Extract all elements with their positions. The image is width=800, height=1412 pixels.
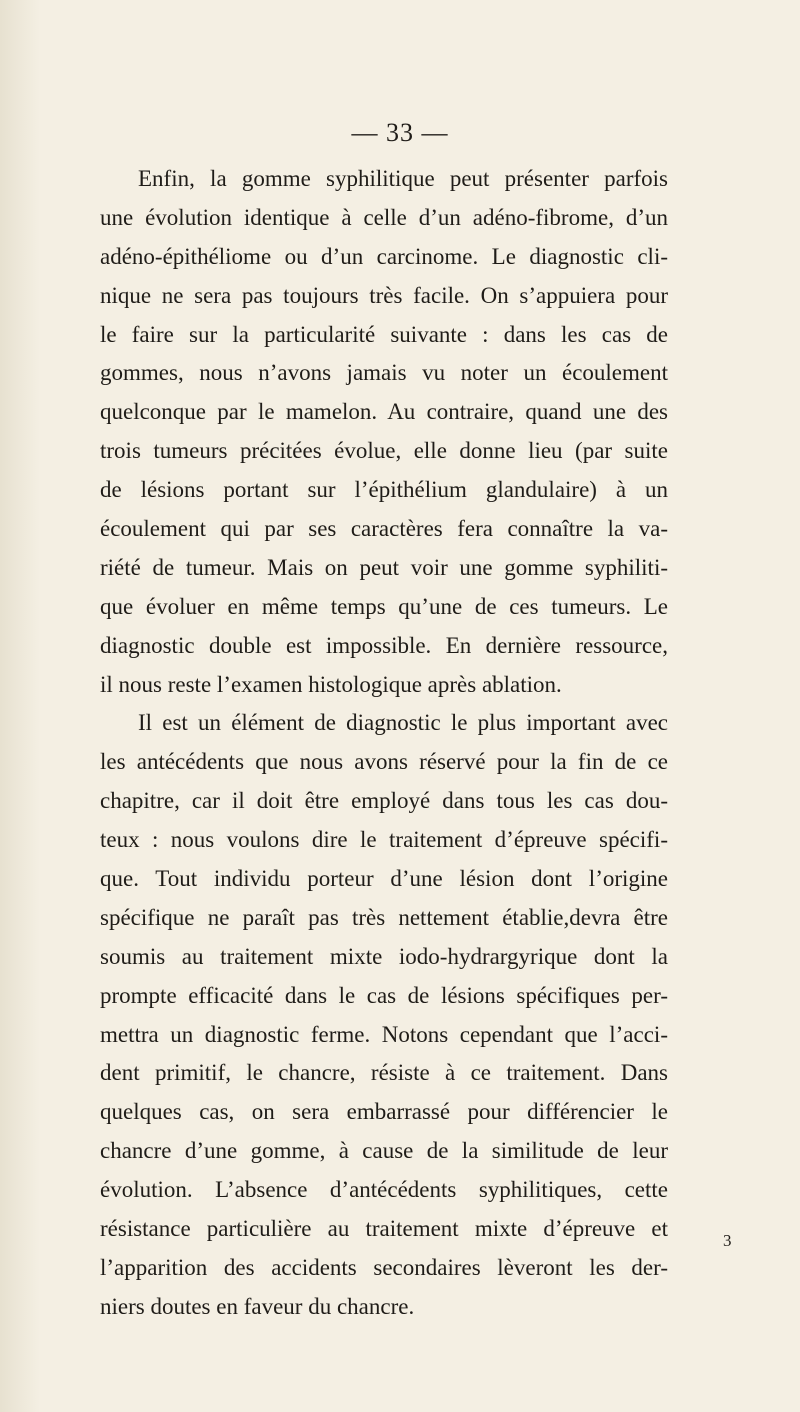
text-line: mettra un diagnostic ferme. Notons cependant que l’acci-: [100, 1021, 668, 1047]
text-line: niers doutes en faveur du chancre.: [100, 1293, 415, 1319]
text-line: l’apparition des accidents secondaires lèveront les der-: [100, 1254, 668, 1280]
text-line: prompte efficacité dans le cas de lésions spécifiques per-: [100, 982, 668, 1008]
text-line: que. Tout individu porteur d’une lésion dont l’origine: [100, 866, 668, 892]
text-line: le faire sur la particularité suivante : dans les cas de: [100, 321, 668, 347]
text-line: riété de tumeur. Mais on peut voir une gomme syphiliti-: [100, 554, 668, 580]
text-line: trois tumeurs précitées évolue, elle donne lieu (par suite: [100, 438, 668, 464]
text-line: quelconque par le mamelon. Au contraire, quand une des: [100, 399, 668, 425]
text-line: nique ne sera pas toujours très facile. On s’appuiera pour: [100, 282, 668, 308]
text-line: adéno-épithéliome ou d’un carcinome. Le diagnostic cli-: [100, 243, 668, 269]
text-line: que évoluer en même temps qu’une de ces tumeurs. Le: [100, 593, 668, 619]
text-line: soumis au traitement mixte iodo-hydrargyrique dont la: [100, 943, 668, 969]
text-line: spécifique ne paraît pas très nettement établie,devra être: [100, 904, 668, 930]
text-line: teux : nous voulons dire le traitement d’épreuve spécifi-: [100, 827, 668, 853]
text-line: de lésions portant sur l’épithélium glandulaire) à un: [100, 477, 668, 503]
text-line: une évolution identique à celle d’un adéno-fibrome, d’un: [100, 204, 668, 230]
text-line: Il est un élément de diagnostic le plus important avec: [138, 710, 668, 736]
text-line: chapitre, car il doit être employé dans tous les cas dou-: [100, 788, 668, 814]
signature-mark: 3: [723, 1231, 732, 1250]
text-line: dent primitif, le chancre, résiste à ce traitement. Dans: [100, 1060, 668, 1086]
text-line: résistance particulière au traitement mixte d’épreuve et: [100, 1216, 668, 1242]
text-line: diagnostic double est impossible. En dernière ressource,: [100, 632, 668, 658]
text-line: gommes, nous n’avons jamais vu noter un écoulement: [100, 360, 668, 386]
page-edge-shading: [0, 0, 40, 1412]
text-line: chancre d’une gomme, à cause de la similitude de leur: [100, 1138, 668, 1164]
text-line: évolution. L’absence d’antécédents syphilitiques, cette: [100, 1177, 668, 1203]
text-line: écoulement qui par ses caractères fera connaître la va-: [100, 516, 668, 542]
page-number: — 33 —: [351, 118, 449, 147]
body-text: [100, 160, 668, 1327]
text-line: quelques cas, on sera embarrassé pour différencier le: [100, 1099, 668, 1125]
text-line: les antécédents que nous avons réservé pour la fin de ce: [100, 749, 668, 775]
text-line: Enfin, la gomme syphilitique peut présenter parfois: [138, 166, 668, 191]
text-line: il nous reste l’examen histologique après ablation.: [100, 671, 562, 697]
